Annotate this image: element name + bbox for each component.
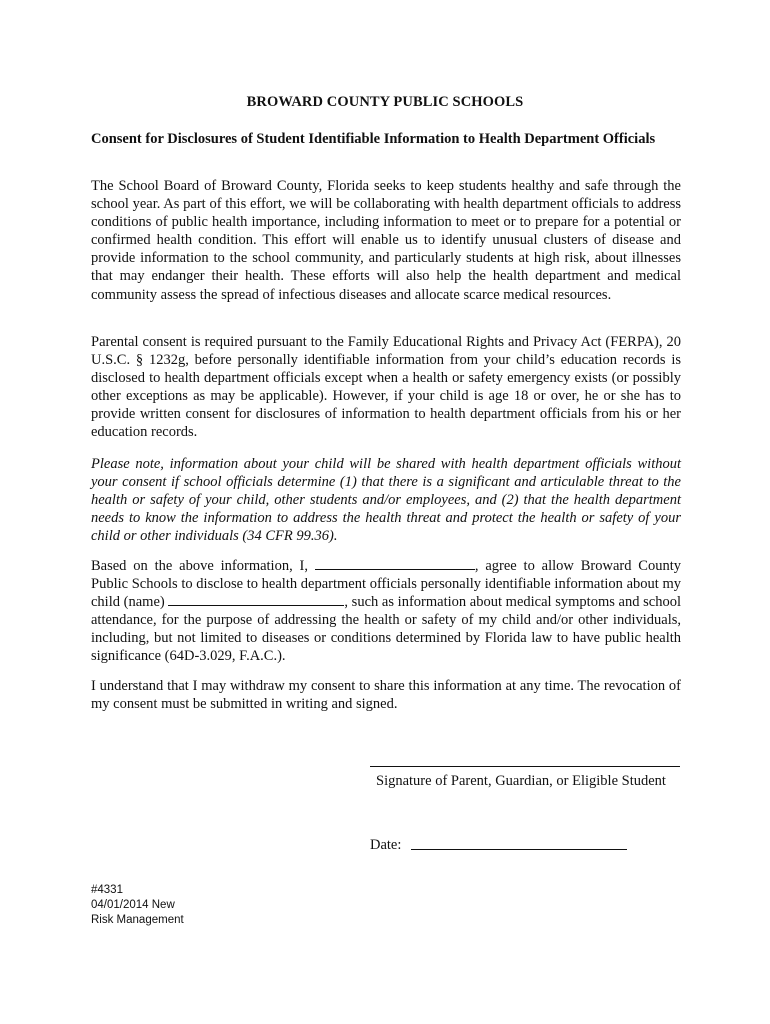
form-number: #4331 (91, 884, 123, 896)
consent-text-part-3: , such as information about medical symptoms and school attendance, for the purpose of addressing the health or safety of my child and/or other individuals, including, but not limited to diseases or conditions determined by Florida law to have public health significance (64D-3.029, F.A.C.). (91, 594, 681, 665)
consent-paragraph (91, 557, 681, 666)
note-paragraph: Please note, information about your child will be shared with health department officials without your consent if school officials determine (1) that there is a significant and articulable threat to the health or safety of your child, other students and/or employees, and (2) that the health department needs to know the information to address the health threat and protect the health or safety of your child or other individuals (34 CFR 99.36). (91, 456, 681, 545)
document-subtitle: Consent for Disclosures of Student Identifiable Information to Health Department Officials (91, 131, 656, 147)
signature-line[interactable] (370, 766, 680, 767)
parent-name-blank[interactable] (315, 557, 475, 570)
form-footer (91, 883, 184, 928)
document-title: BROWARD COUNTY PUBLIC SCHOOLS (246, 94, 524, 110)
date-line[interactable] (411, 849, 627, 850)
consent-text-part-2: , agree to allow Broward County Public Schools to disclose to health department officials personally identifiable information about my child (name) (91, 558, 681, 611)
withdrawal-paragraph: I understand that I may withdraw my consent to share this information at any time. The revocation of my consent must be submitted in writing and signed. (91, 678, 681, 713)
date-label: Date: (370, 837, 402, 853)
consent-text-part-1: Based on the above information, I, (91, 558, 315, 574)
child-name-blank[interactable] (168, 593, 344, 606)
intro-paragraph: The School Board of Broward County, Florida seeks to keep students healthy and safe through the school year. As part of this effort, we will be collaborating with health department officials to address conditions of public health importance, including information to meet or to prepare for a potential or confirmed health condition. This effort will enable us to identify unusual clusters of disease and provide information to the school community, and particularly students at high risk, about illnesses that may endanger their health. These efforts will also help the health department and medical community assess the spread of infectious diseases and allocate scarce medical resources. (91, 178, 681, 303)
ferpa-paragraph: Parental consent is required pursuant to the Family Educational Rights and Privacy Act (FERPA), 20 U.S.C. § 1232g, before personally identifiable information from your child’s education records is disclosed to health department officials except when a health or safety emergency exists (or possibly other exceptions as may be applicable). However, if your child is age 18 or over, he or she has to provide written consent for disclosures of information to health department officials from his or her education records. (91, 334, 681, 441)
signature-label: Signature of Parent, Guardian, or Eligible Student (376, 773, 666, 789)
form-department: Risk Management (91, 914, 184, 926)
form-revision: 04/01/2014 New (91, 899, 175, 911)
